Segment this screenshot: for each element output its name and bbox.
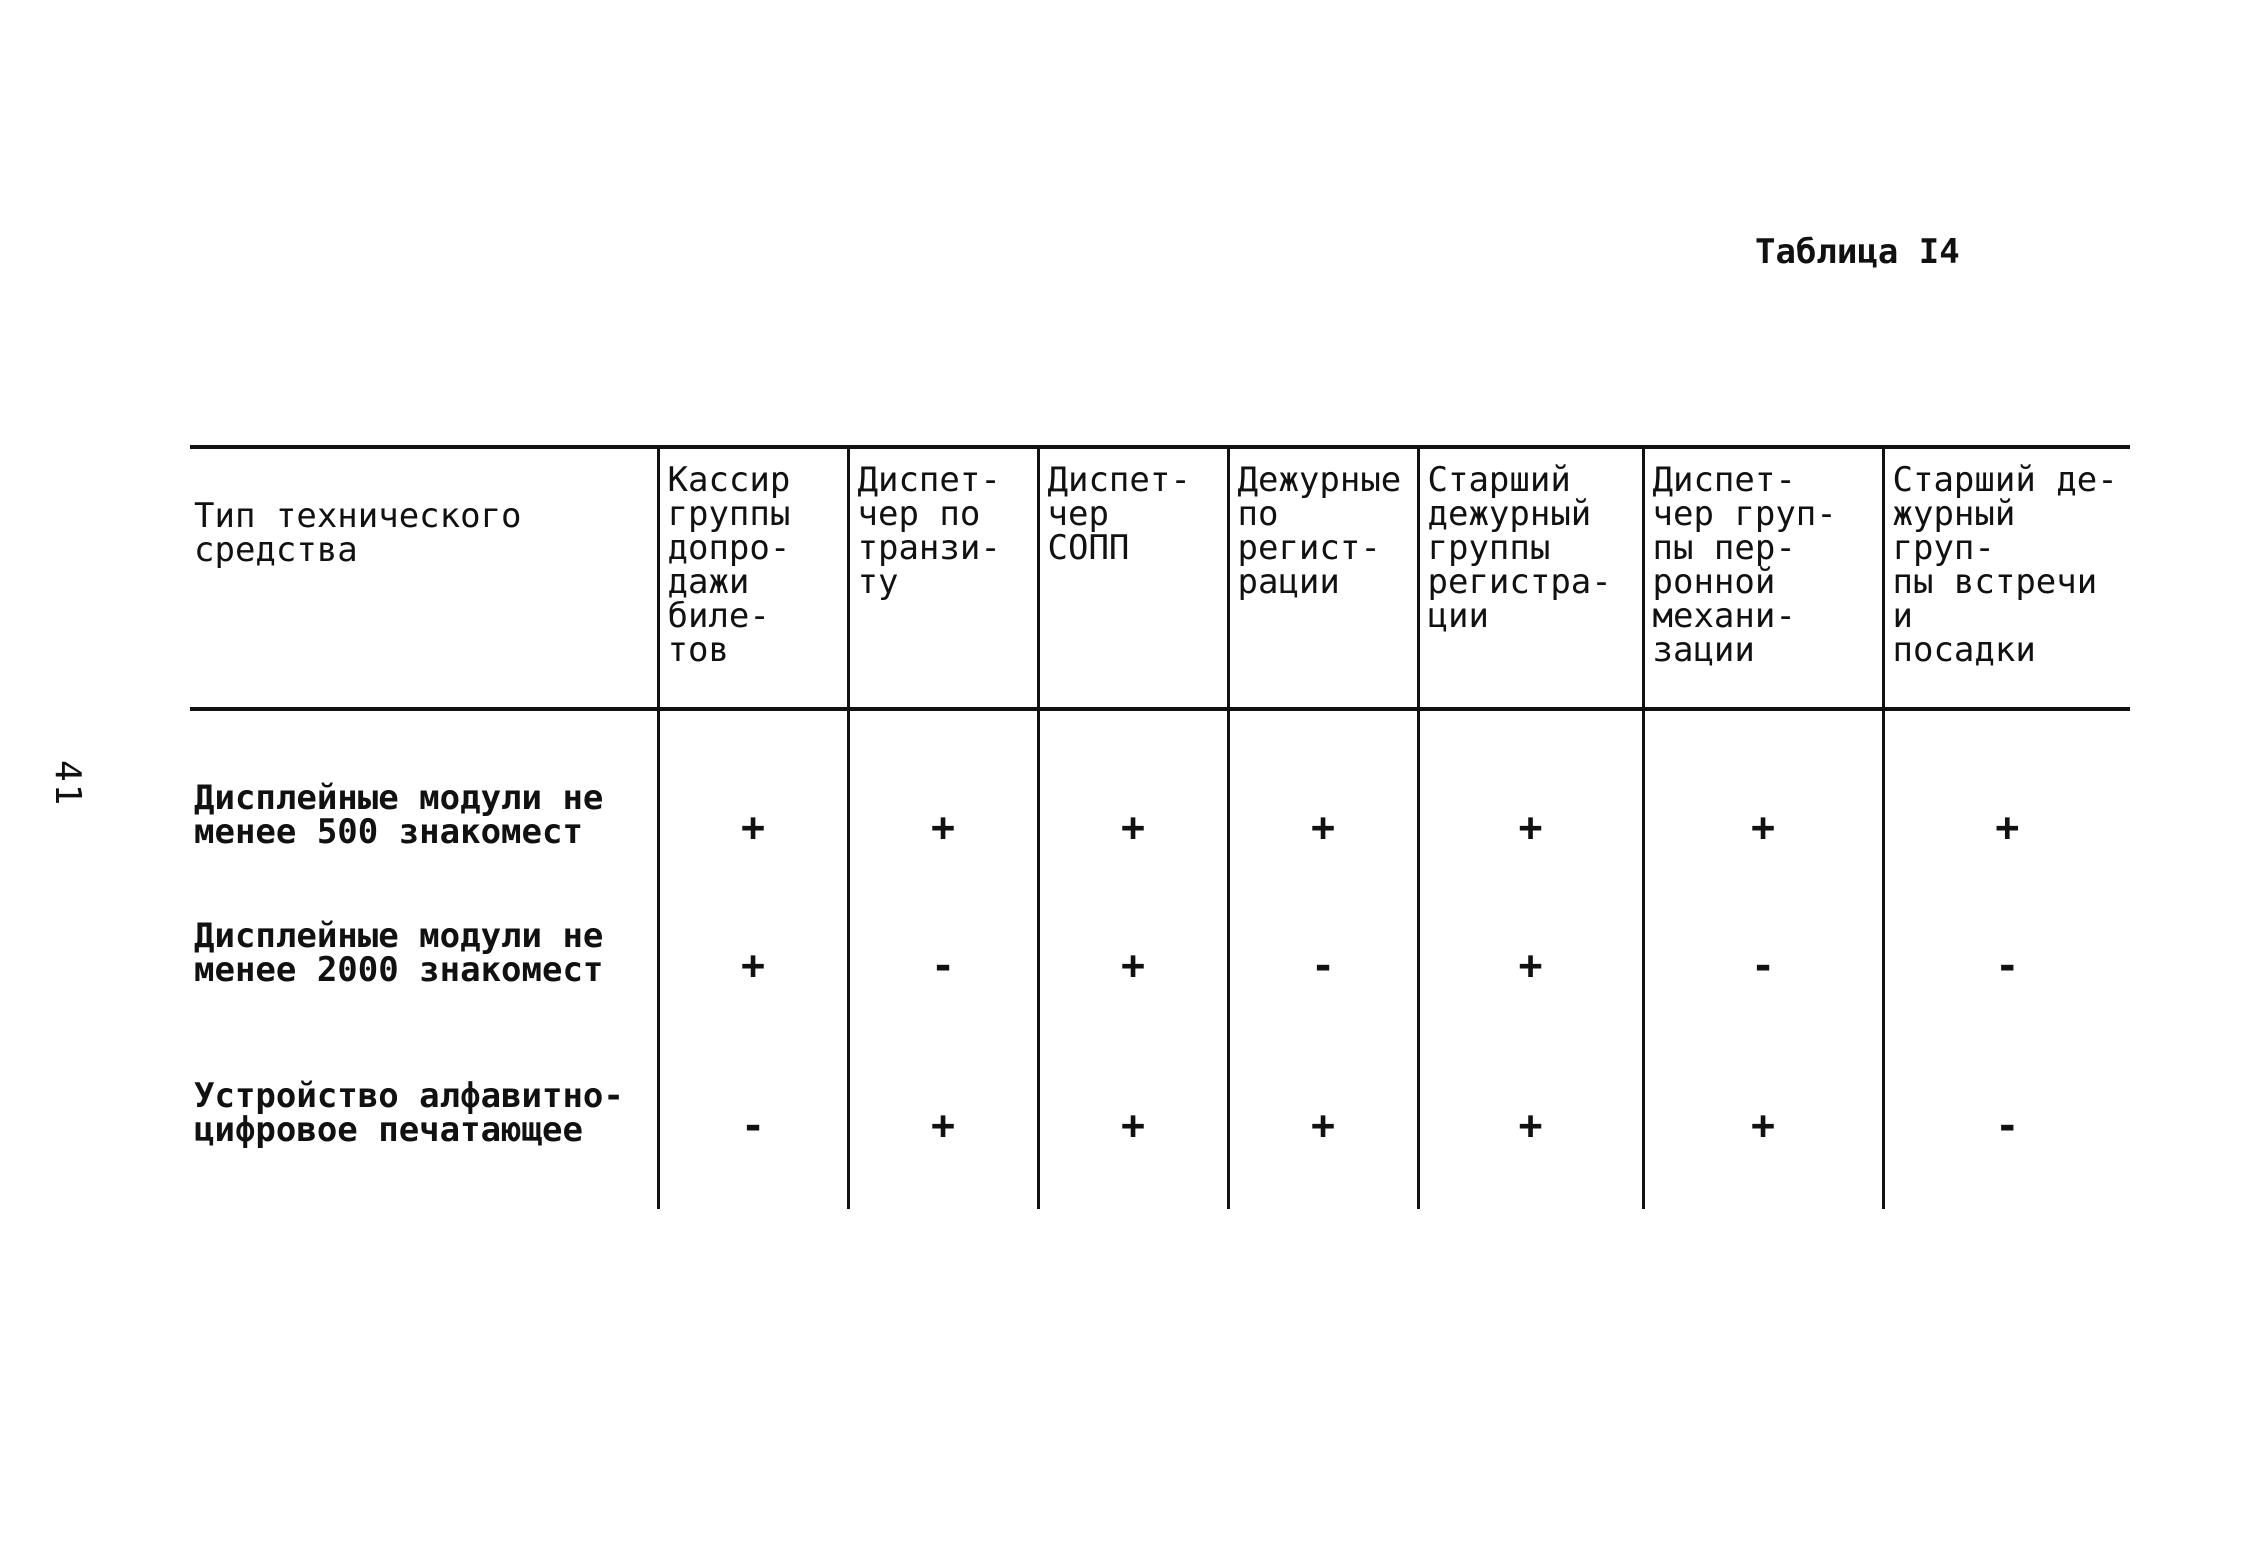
header-role-text: Дежурные по регист- рации xyxy=(1237,460,1402,602)
header-role-text: Диспет- чер груп- пы пер- ронной механи- зации xyxy=(1652,460,1837,670)
header-role-platform-mechanization-dispatcher xyxy=(1643,447,1883,709)
row-label xyxy=(190,709,658,871)
header-role-transit-dispatcher xyxy=(848,447,1038,709)
row-label xyxy=(190,1009,658,1209)
table-cell: + xyxy=(658,709,848,871)
table-cell: + xyxy=(1418,871,1643,1009)
table-caption: Таблица I4 xyxy=(1755,232,1960,272)
table-cell: + xyxy=(848,709,1038,871)
header-role-text: Диспет- чер СОПП xyxy=(1047,460,1191,568)
table-cell: + xyxy=(1038,709,1228,871)
row-label-text: Устройство алфавитно- цифровое печатающее xyxy=(194,1076,624,1150)
header-role-senior-boarding-duty xyxy=(1883,447,2130,709)
table-cell: + xyxy=(1418,1009,1643,1209)
table-row xyxy=(190,709,2130,871)
header-role-sopp-dispatcher xyxy=(1038,447,1228,709)
table-cell: - xyxy=(1643,871,1883,1009)
table-cell: + xyxy=(1643,709,1883,871)
header-equipment-type xyxy=(190,447,658,709)
table-cell: + xyxy=(1038,1009,1228,1209)
equipment-table-wrapper xyxy=(190,445,2130,1209)
table-cell: - xyxy=(1228,871,1418,1009)
header-role-text: Старший де- журный груп- пы встречи и посадки xyxy=(1892,460,2118,670)
table-cell: - xyxy=(848,871,1038,1009)
header-role-text: Диспет- чер по транзи- ту xyxy=(857,460,1001,602)
table-cell: + xyxy=(658,871,848,1009)
header-role-senior-registration-duty xyxy=(1418,447,1643,709)
header-role-cashier xyxy=(658,447,848,709)
table-cell: + xyxy=(1883,709,2130,871)
row-label xyxy=(190,871,658,1009)
header-role-text: Кассир группы допро- дажи биле- тов xyxy=(667,460,791,670)
header-role-text: Старший дежурный группы регистра- ции xyxy=(1427,460,1612,636)
equipment-table xyxy=(190,445,2130,1209)
table-cell: + xyxy=(1418,709,1643,871)
table-cell: + xyxy=(848,1009,1038,1209)
table-cell: + xyxy=(1643,1009,1883,1209)
table-row xyxy=(190,871,2130,1009)
header-equipment-type-text: Тип технического средства xyxy=(194,496,522,570)
page-number: 41 xyxy=(47,760,88,808)
table-row xyxy=(190,1009,2130,1209)
table-cell: + xyxy=(1228,709,1418,871)
header-role-registration-duty xyxy=(1228,447,1418,709)
table-cell: - xyxy=(1883,871,2130,1009)
table-cell: - xyxy=(1883,1009,2130,1209)
table-cell: + xyxy=(1038,871,1228,1009)
row-label-text: Дисплейные модули не менее 500 знакомест xyxy=(194,778,604,852)
header-row xyxy=(190,447,2130,709)
table-cell: + xyxy=(1228,1009,1418,1209)
row-label-text: Дисплейные модули не менее 2000 знакомест xyxy=(194,916,604,990)
table-cell: - xyxy=(658,1009,848,1209)
